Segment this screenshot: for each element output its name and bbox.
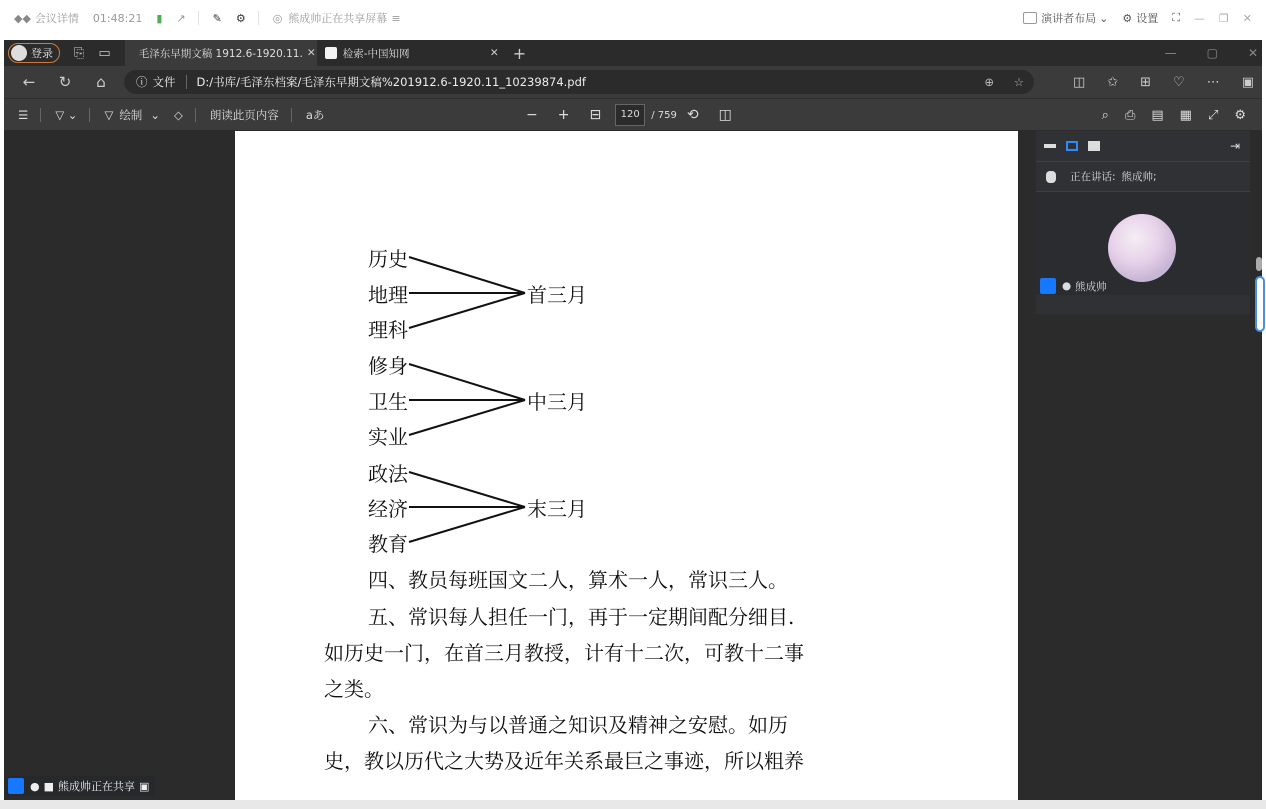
minimize-icon[interactable]: — <box>1164 46 1177 60</box>
user-icon <box>8 778 24 794</box>
zoom-controls <box>516 99 742 131</box>
text-options-icon[interactable]: aあ <box>305 107 325 122</box>
tab-cnki-label: 检索-中国知网 <box>342 47 410 60</box>
share-notice-label: 熊成帅正在共享屏幕 <box>288 12 388 25</box>
collections-icon[interactable]: ⊞ <box>1140 74 1152 90</box>
remote-control-icon[interactable]: ⚙ <box>235 11 246 25</box>
participant-label <box>1036 277 1250 295</box>
minimize-view-icon[interactable] <box>1044 144 1056 148</box>
meeting-details[interactable] <box>14 10 79 26</box>
fullscreen-icon[interactable]: ⛶ <box>1172 11 1180 24</box>
zoom-out-icon[interactable]: − <box>526 107 538 123</box>
meeting-timer: 01:48:21 <box>92 11 143 25</box>
screen-share-icon: ▣ <box>139 779 150 793</box>
external-link-icon[interactable]: ↗ <box>176 11 186 25</box>
pdf-tools-right <box>1086 99 1246 131</box>
eraser-icon[interactable]: ◇ <box>173 107 183 122</box>
zoom-in-icon[interactable]: + <box>557 107 570 123</box>
camera-icon: ■ <box>43 779 55 793</box>
login-label: 登录 <box>31 47 53 60</box>
subject-label: 经济 <box>368 497 408 521</box>
divider <box>291 108 292 122</box>
new-tab-icon[interactable]: + <box>512 43 527 63</box>
profile-avatar-icon <box>11 45 27 61</box>
minimize-icon[interactable]: — <box>1193 11 1205 25</box>
zoom-icon[interactable]: ⊕ <box>984 75 994 89</box>
tab-pdf[interactable] <box>125 40 317 66</box>
back-icon[interactable]: ← <box>22 73 36 91</box>
share-status-badge <box>6 776 155 796</box>
annotate-icon[interactable]: ✎ <box>212 11 222 25</box>
microphone-icon <box>1046 171 1056 183</box>
rotate-icon[interactable]: ⟲ <box>686 107 699 123</box>
speaking-indicator <box>1036 161 1250 191</box>
restore-icon[interactable]: ▢ <box>1206 46 1218 60</box>
fit-width-icon[interactable]: ⊟ <box>589 107 602 123</box>
paragraph-6-line-2: 史，教以历代之大势及近年关系最巨之事迹，所以粗养 <box>324 749 804 773</box>
page-total: / 759 <box>651 109 677 121</box>
save-as-icon[interactable]: ▦ <box>1179 107 1192 123</box>
signal-icon: ▮ <box>156 11 163 25</box>
taskbar-strip <box>0 800 1266 809</box>
gear-icon: ⚙ <box>1122 11 1133 25</box>
cnki-icon <box>325 47 337 59</box>
tab-pdf-label: 毛泽东早期文稿 1912.6-1920.11. <box>138 47 303 60</box>
login-button[interactable] <box>8 43 60 63</box>
home-icon[interactable]: ⌂ <box>96 73 106 91</box>
favorite-star-icon[interactable]: ☆ <box>1013 75 1024 89</box>
vertical-scrollbar[interactable] <box>1254 131 1262 800</box>
more-icon[interactable]: ⋯ <box>1206 74 1220 90</box>
split-screen-icon[interactable]: ◫ <box>1072 74 1086 90</box>
pdf-viewer[interactable] <box>4 131 1034 800</box>
info-icon: ⓘ <box>136 75 148 89</box>
menu-icon[interactable]: ≡ <box>391 11 401 25</box>
collections-icon[interactable]: ⎘ <box>74 45 85 61</box>
share-badge-text: 熊成帅正在共享 <box>58 780 136 793</box>
highlight-icon[interactable]: ▽ ⌄ <box>55 107 78 122</box>
subject-label: 教育 <box>368 532 408 556</box>
paragraph-6-line-1: 六、常识为与以普通之知识及精神之安慰。如历 <box>368 713 788 737</box>
layout-icon <box>1023 12 1037 24</box>
subject-label: 地理 <box>368 283 408 307</box>
window-controls <box>1135 40 1258 66</box>
draw-label: 绘制 <box>119 107 143 122</box>
pdf-page <box>235 131 1018 800</box>
microphone-icon: ● <box>30 779 40 793</box>
save-icon[interactable]: ▤ <box>1151 107 1164 123</box>
layout-label: 演讲者布局 <box>1041 12 1097 25</box>
divider <box>89 108 90 122</box>
pdf-toolbar <box>4 98 1262 130</box>
tab-strip <box>4 40 1262 66</box>
participant-name: 熊成帅 <box>1075 280 1107 293</box>
subject-label: 修身 <box>368 354 408 378</box>
divider <box>40 108 41 122</box>
gear-icon[interactable]: ⚙ <box>1234 107 1246 123</box>
subject-label: 历史 <box>368 247 408 271</box>
read-aloud-button[interactable]: 朗读此页内容 <box>209 107 279 122</box>
health-icon[interactable]: ♡ <box>1173 74 1185 90</box>
tab-actions-icon[interactable]: ▭ <box>98 45 111 61</box>
meeting-details-label: 会议详情 <box>34 12 79 25</box>
speaking-label: 正在讲话: <box>1070 171 1116 183</box>
microphone-icon: ● <box>1062 280 1072 292</box>
layout-button[interactable] <box>1023 10 1108 26</box>
tab-close-icon[interactable]: ✕ <box>306 47 316 59</box>
close-icon[interactable]: ✕ <box>1247 46 1258 60</box>
settings-button[interactable] <box>1122 10 1158 26</box>
avatar <box>1108 214 1176 282</box>
panel-view-switcher <box>1036 131 1250 161</box>
favorites-icon[interactable]: ✩ <box>1107 74 1119 90</box>
meeting-panel <box>1036 131 1250 314</box>
meeting-title-bar <box>0 0 1266 36</box>
print-icon[interactable]: ⎙ <box>1124 107 1136 123</box>
settings-label: 设置 <box>1136 12 1159 25</box>
divider <box>195 108 196 122</box>
share-notice <box>273 10 401 26</box>
tab-close-icon[interactable]: ✕ <box>489 47 499 59</box>
group-label: 中三月 <box>527 390 587 414</box>
paragraph-5-line-1: 五、常识每人担任一门，再于一定期间配分细目. <box>368 605 795 629</box>
subject-label: 理科 <box>368 318 408 342</box>
paragraph-5-line-2: 如历史一门，在首三月教授，计有十二次，可教十二事 <box>324 641 804 665</box>
scrollbar-thumb[interactable] <box>1256 257 1262 271</box>
draw-icon: ▽ <box>104 107 114 122</box>
draw-button[interactable] <box>104 107 160 123</box>
url-text: D:/书库/毛泽东档案/毛泽东早期文稿%201912.6-1920.11_10239874.pdf <box>196 75 586 89</box>
chevron-down-icon: ⌄ <box>1099 11 1109 25</box>
tab-cnki[interactable] <box>317 40 507 66</box>
paragraph-5-line-3: 之类。 <box>324 677 384 701</box>
single-view-icon[interactable] <box>1066 141 1078 151</box>
group-label: 首三月 <box>527 283 587 307</box>
sidebar-icon[interactable]: ▣ <box>1241 74 1254 90</box>
meeting-logo-icon: ◆◆ <box>14 11 31 25</box>
user-icon <box>1040 278 1056 294</box>
divider <box>258 11 259 25</box>
chevron-down-icon: ⌄ <box>150 107 160 122</box>
subject-label: 政法 <box>368 462 408 486</box>
close-icon[interactable]: ✕ <box>1242 11 1252 25</box>
meeting-controls <box>1009 0 1252 36</box>
search-icon[interactable]: ⌕ <box>1101 107 1109 123</box>
speaking-name: 熊成帅; <box>1121 171 1157 183</box>
browser-toolbar <box>1051 66 1254 98</box>
list-view-icon[interactable] <box>1088 141 1100 151</box>
subject-label: 实业 <box>368 425 408 449</box>
address-bar-row <box>4 66 1262 98</box>
share-status-icon: ◎ <box>272 11 283 25</box>
restore-icon[interactable]: ❐ <box>1218 11 1229 25</box>
expand-icon[interactable]: ⤢ <box>1207 107 1219 123</box>
collapse-panel-icon[interactable]: ⇥ <box>1229 139 1240 153</box>
address-bar[interactable] <box>124 70 1034 94</box>
page-view-icon[interactable]: ◫ <box>718 107 732 123</box>
divider <box>186 75 187 89</box>
panel-resize-handle[interactable] <box>1255 276 1265 332</box>
paragraph-4: 四、教员每班国文二人，算术一人，常识三人。 <box>368 568 788 592</box>
divider <box>198 11 199 25</box>
group-label: 末三月 <box>527 497 587 521</box>
subject-label: 卫生 <box>368 390 408 414</box>
contents-icon[interactable]: ☰ <box>18 107 29 122</box>
file-label: 文件 <box>152 75 176 89</box>
page-number-input[interactable]: 120 <box>615 104 645 126</box>
refresh-icon[interactable]: ↻ <box>58 73 72 91</box>
